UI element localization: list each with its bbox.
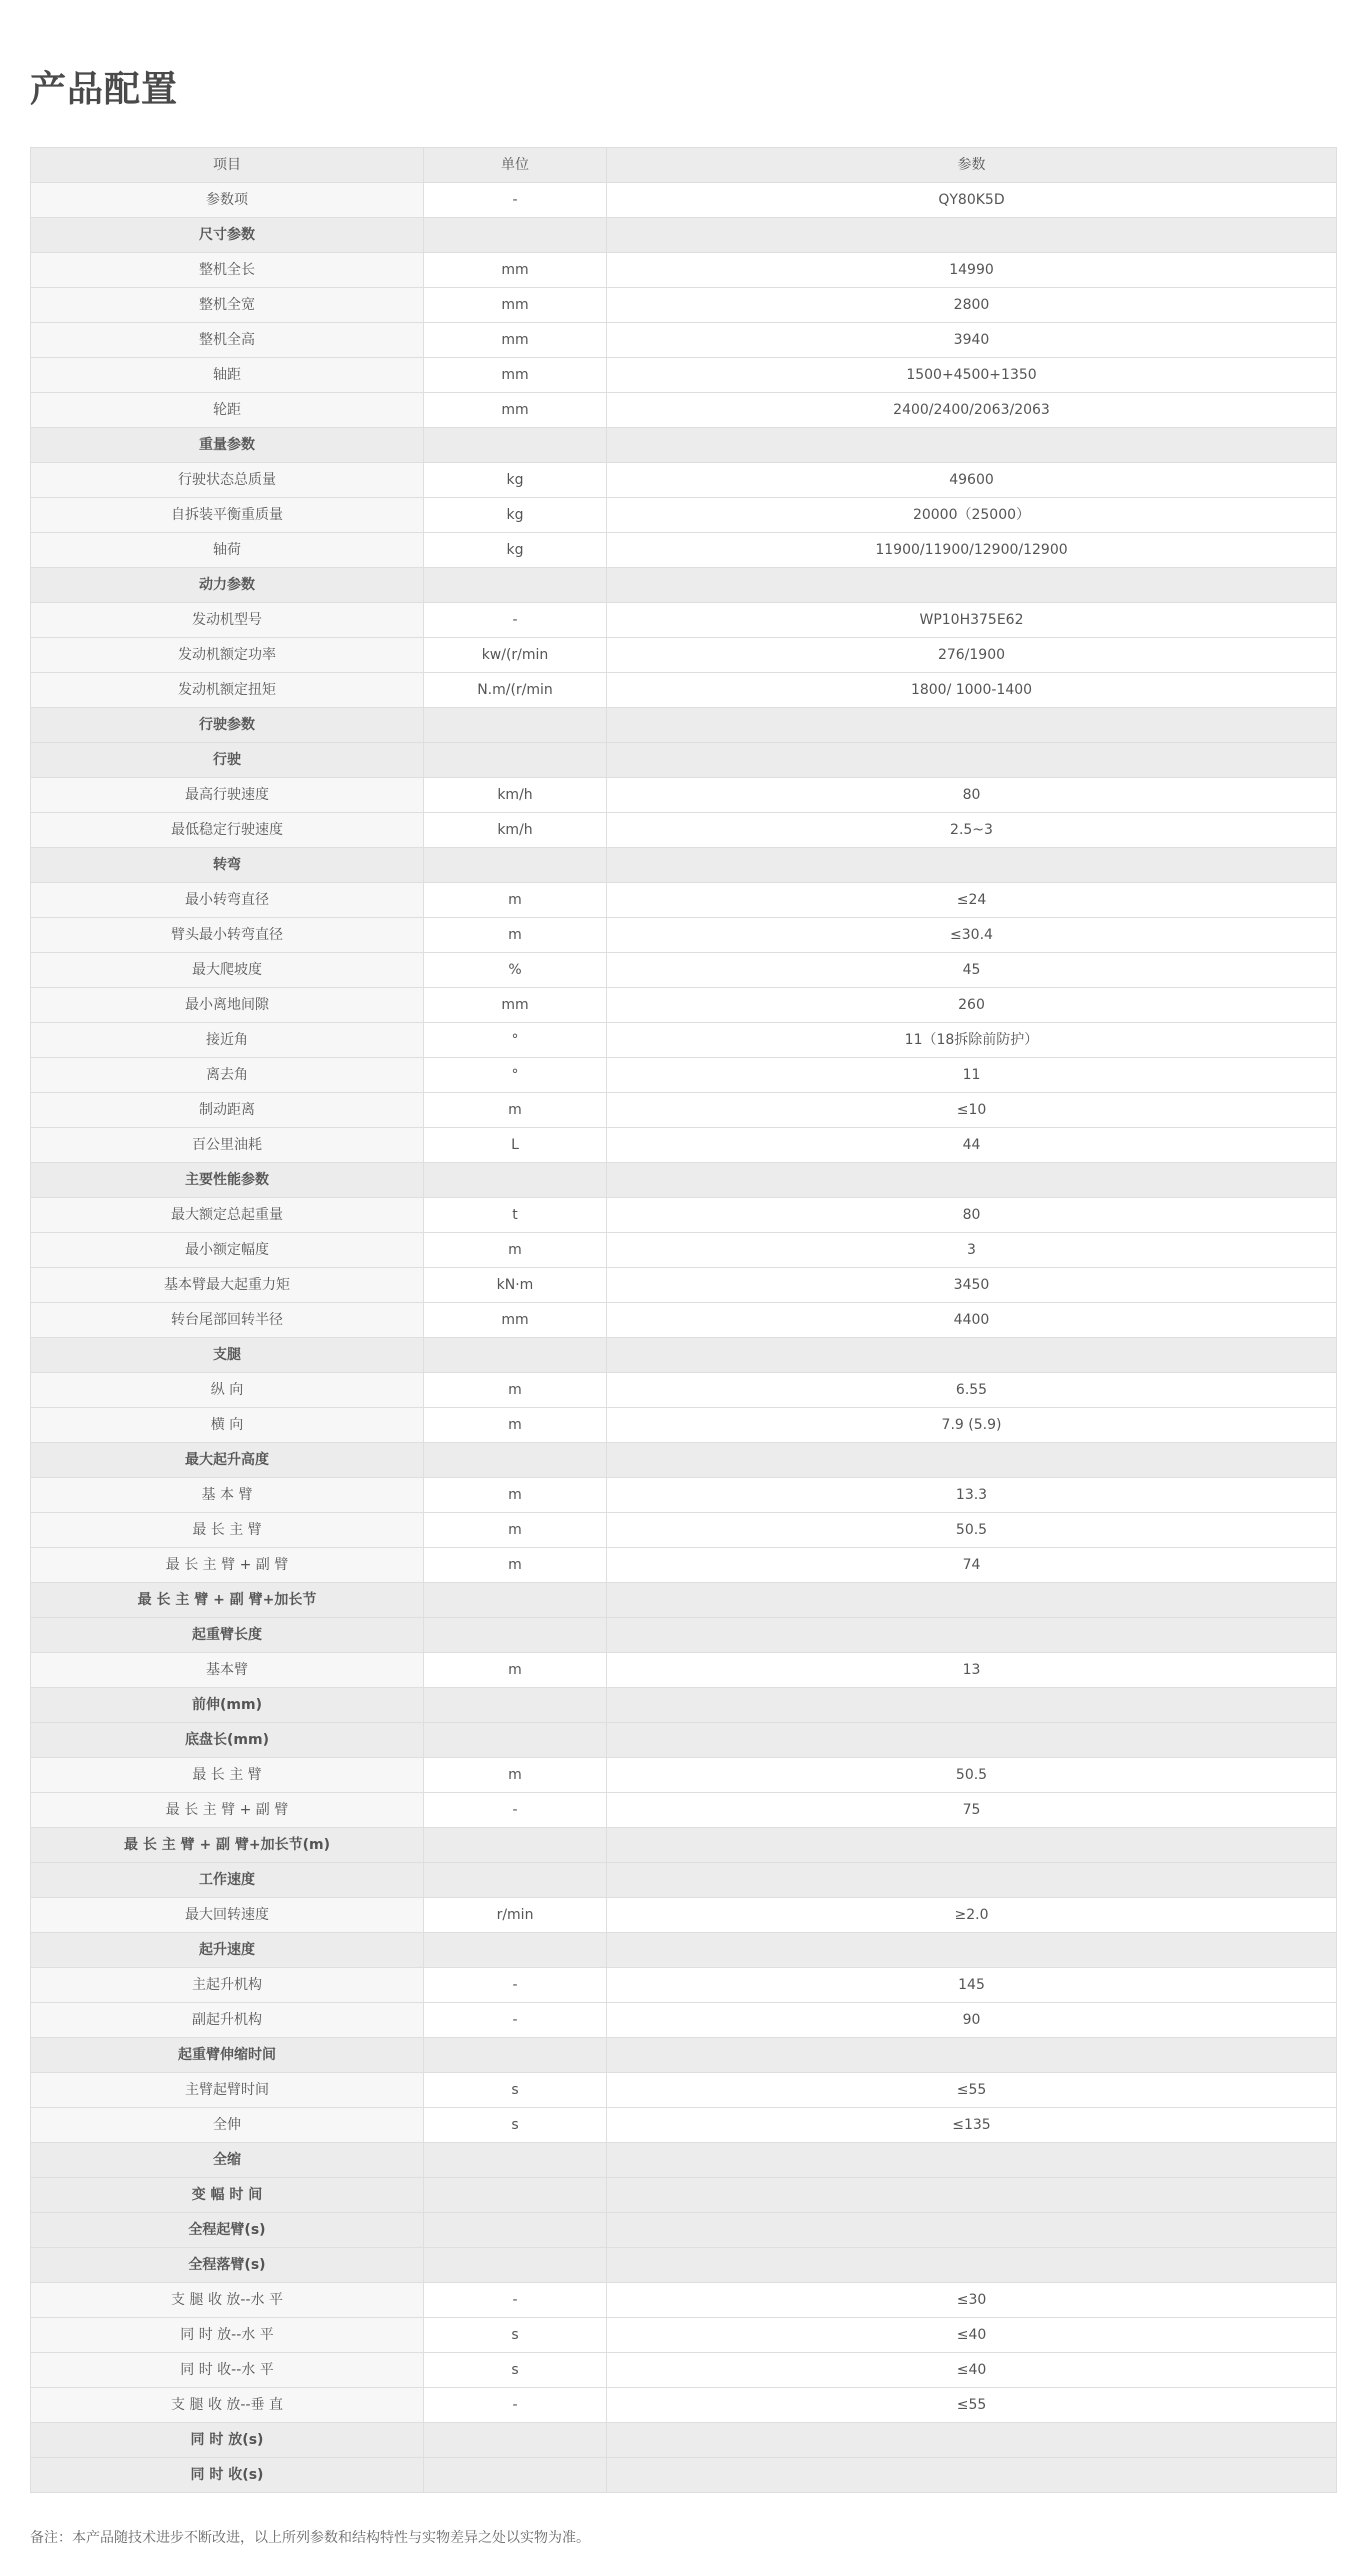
cell-unit (424, 743, 607, 778)
table-row (31, 988, 1337, 1023)
header-item: 项目 (31, 148, 424, 183)
cell-unit: m (424, 1373, 607, 1408)
cell-unit (424, 2178, 607, 2213)
cell-value: 1800/ 1000-1400 (607, 673, 1337, 708)
cell-value: 11900/11900/12900/12900 (607, 533, 1337, 568)
table-row (31, 883, 1337, 918)
cell-value: ≤40 (607, 2318, 1337, 2353)
cell-unit: km/h (424, 813, 607, 848)
cell-name: 最大额定总起重量 (31, 1198, 424, 1233)
cell-unit: - (424, 2003, 607, 2038)
cell-value (607, 1933, 1337, 1968)
table-row (31, 1548, 1337, 1583)
section-row (31, 428, 1337, 463)
cell-unit (424, 1443, 607, 1478)
cell-unit: - (424, 1968, 607, 2003)
cell-unit: - (424, 2388, 607, 2423)
cell-name: 转弯 (31, 848, 424, 883)
cell-value: 3940 (607, 323, 1337, 358)
cell-unit (424, 1163, 607, 1198)
cell-unit: m (424, 1408, 607, 1443)
cell-value: 2800 (607, 288, 1337, 323)
table-row (31, 1793, 1337, 1828)
cell-value: ≤55 (607, 2073, 1337, 2108)
cell-unit (424, 2248, 607, 2283)
cell-value: 260 (607, 988, 1337, 1023)
table-row (31, 1023, 1337, 1058)
cell-name: 全程起臂(s) (31, 2213, 424, 2248)
cell-unit: % (424, 953, 607, 988)
cell-value: 80 (607, 1198, 1337, 1233)
cell-name: 发动机额定扭矩 (31, 673, 424, 708)
cell-unit: s (424, 2073, 607, 2108)
table-row (31, 1898, 1337, 1933)
cell-unit: km/h (424, 778, 607, 813)
table-row (31, 1968, 1337, 2003)
cell-name: 最大起升高度 (31, 1443, 424, 1478)
page-title: 产品配置 (30, 69, 179, 110)
cell-unit (424, 1688, 607, 1723)
cell-unit: m (424, 1093, 607, 1128)
cell-unit: N.m/(r/min (424, 673, 607, 708)
cell-value: 20000（25000） (607, 498, 1337, 533)
cell-name: 前伸(mm) (31, 1688, 424, 1723)
table-row (31, 358, 1337, 393)
cell-value: ≤30 (607, 2283, 1337, 2318)
cell-value (607, 2178, 1337, 2213)
cell-name: 同 时 放--水 平 (31, 2318, 424, 2353)
cell-value (607, 1863, 1337, 1898)
cell-value: ≤55 (607, 2388, 1337, 2423)
cell-unit: mm (424, 323, 607, 358)
cell-name: 参数项 (31, 183, 424, 218)
table-row (31, 498, 1337, 533)
cell-unit: m (424, 883, 607, 918)
section-row (31, 2178, 1337, 2213)
table-row (31, 1513, 1337, 1548)
cell-value: ≤135 (607, 2108, 1337, 2143)
cell-unit: kN·m (424, 1268, 607, 1303)
cell-unit: m (424, 1233, 607, 1268)
section-row (31, 848, 1337, 883)
cell-value (607, 848, 1337, 883)
cell-name: 轮距 (31, 393, 424, 428)
cell-value: ≤24 (607, 883, 1337, 918)
cell-value: 74 (607, 1548, 1337, 1583)
cell-value (607, 743, 1337, 778)
cell-name: 全缩 (31, 2143, 424, 2178)
cell-name: 发动机型号 (31, 603, 424, 638)
cell-name: 臂头最小转弯直径 (31, 918, 424, 953)
section-row (31, 1828, 1337, 1863)
cell-value (607, 1163, 1337, 1198)
cell-name: 副起升机构 (31, 2003, 424, 2038)
cell-unit (424, 1933, 607, 1968)
table-row (31, 603, 1337, 638)
cell-name: 制动距离 (31, 1093, 424, 1128)
section-row (31, 1443, 1337, 1478)
cell-unit (424, 218, 607, 253)
cell-value: 45 (607, 953, 1337, 988)
table-row (31, 953, 1337, 988)
cell-name: 同 时 收--水 平 (31, 2353, 424, 2388)
table-row (31, 1233, 1337, 1268)
cell-name: 最 长 主 臂 (31, 1758, 424, 1793)
cell-unit: - (424, 2283, 607, 2318)
table-row (31, 288, 1337, 323)
cell-name: 重量参数 (31, 428, 424, 463)
cell-name: 整机全宽 (31, 288, 424, 323)
cell-unit (424, 1338, 607, 1373)
cell-value: WP10H375E62 (607, 603, 1337, 638)
cell-value: 90 (607, 2003, 1337, 2038)
cell-value: 14990 (607, 253, 1337, 288)
cell-value: 276/1900 (607, 638, 1337, 673)
table-row (31, 2388, 1337, 2423)
section-row (31, 1688, 1337, 1723)
section-row (31, 2213, 1337, 2248)
table-row (31, 778, 1337, 813)
cell-value: 50.5 (607, 1758, 1337, 1793)
cell-name: 同 时 放(s) (31, 2423, 424, 2458)
cell-unit (424, 2458, 607, 2493)
table-row (31, 2073, 1337, 2108)
table-row (31, 1093, 1337, 1128)
cell-value (607, 1583, 1337, 1618)
cell-value: 11（18拆除前防护） (607, 1023, 1337, 1058)
cell-value (607, 218, 1337, 253)
cell-name: 支腿 (31, 1338, 424, 1373)
cell-unit (424, 2213, 607, 2248)
cell-name: 起重臂伸缩时间 (31, 2038, 424, 2073)
section-row (31, 218, 1337, 253)
cell-unit: s (424, 2108, 607, 2143)
table-row (31, 2283, 1337, 2318)
cell-name: 尺寸参数 (31, 218, 424, 253)
section-row (31, 743, 1337, 778)
cell-name: 最小额定幅度 (31, 1233, 424, 1268)
section-row (31, 2458, 1337, 2493)
cell-unit: kg (424, 463, 607, 498)
table-row (31, 1268, 1337, 1303)
cell-unit: kw/(r/min (424, 638, 607, 673)
cell-value (607, 2038, 1337, 2073)
cell-value: 50.5 (607, 1513, 1337, 1548)
cell-unit (424, 2423, 607, 2458)
table-row (31, 2003, 1337, 2038)
section-row (31, 2038, 1337, 2073)
cell-name: 起重臂长度 (31, 1618, 424, 1653)
cell-name: 变 幅 时 间 (31, 2178, 424, 2213)
table-row (31, 253, 1337, 288)
cell-value (607, 1688, 1337, 1723)
table-row (31, 2353, 1337, 2388)
spec-table-body (31, 183, 1337, 2493)
table-row (31, 1303, 1337, 1338)
cell-unit: m (424, 1548, 607, 1583)
cell-name: 基 本 臂 (31, 1478, 424, 1513)
cell-unit: mm (424, 1303, 607, 1338)
cell-unit: - (424, 603, 607, 638)
section-row (31, 708, 1337, 743)
table-row (31, 2318, 1337, 2353)
table-row (31, 1758, 1337, 1793)
section-row (31, 1723, 1337, 1758)
cell-name: 横 向 (31, 1408, 424, 1443)
cell-unit: ° (424, 1023, 607, 1058)
cell-name: 百公里油耗 (31, 1128, 424, 1163)
cell-unit: - (424, 1793, 607, 1828)
cell-unit: s (424, 2318, 607, 2353)
cell-value (607, 2143, 1337, 2178)
cell-value: 4400 (607, 1303, 1337, 1338)
cell-value (607, 428, 1337, 463)
table-row (31, 1373, 1337, 1408)
cell-unit: mm (424, 988, 607, 1023)
cell-name: 最高行驶速度 (31, 778, 424, 813)
cell-unit: kg (424, 533, 607, 568)
cell-unit: mm (424, 393, 607, 428)
cell-value: 145 (607, 1968, 1337, 2003)
cell-name: 最低稳定行驶速度 (31, 813, 424, 848)
cell-unit: m (424, 1653, 607, 1688)
cell-unit (424, 1828, 607, 1863)
cell-value: ≤10 (607, 1093, 1337, 1128)
section-row (31, 2143, 1337, 2178)
cell-value (607, 1723, 1337, 1758)
cell-unit: L (424, 1128, 607, 1163)
table-header-row (31, 148, 1337, 183)
cell-name: 工作速度 (31, 1863, 424, 1898)
cell-unit (424, 1863, 607, 1898)
cell-unit: t (424, 1198, 607, 1233)
cell-value (607, 1443, 1337, 1478)
cell-unit: m (424, 1513, 607, 1548)
cell-value: 13 (607, 1653, 1337, 1688)
table-row (31, 463, 1337, 498)
cell-name: 转台尾部回转半径 (31, 1303, 424, 1338)
cell-value (607, 568, 1337, 603)
cell-name: 同 时 收(s) (31, 2458, 424, 2493)
cell-value: QY80K5D (607, 183, 1337, 218)
cell-unit: mm (424, 288, 607, 323)
cell-name: 支 腿 收 放--垂 直 (31, 2388, 424, 2423)
cell-unit: s (424, 2353, 607, 2388)
header-value: 参数 (607, 148, 1337, 183)
cell-name: 动力参数 (31, 568, 424, 603)
cell-value: 2.5~3 (607, 813, 1337, 848)
table-row (31, 393, 1337, 428)
cell-unit: kg (424, 498, 607, 533)
cell-value (607, 2423, 1337, 2458)
cell-name: 行驶 (31, 743, 424, 778)
cell-name: 主要性能参数 (31, 1163, 424, 1198)
cell-name: 最 长 主 臂 + 副 臂+加长节(m) (31, 1828, 424, 1863)
cell-name: 整机全长 (31, 253, 424, 288)
cell-value (607, 2458, 1337, 2493)
table-row (31, 1058, 1337, 1093)
cell-unit: mm (424, 253, 607, 288)
cell-unit: m (424, 1758, 607, 1793)
cell-value (607, 2248, 1337, 2283)
table-row (31, 323, 1337, 358)
cell-name: 离去角 (31, 1058, 424, 1093)
cell-value (607, 1338, 1337, 1373)
cell-name: 最小转弯直径 (31, 883, 424, 918)
cell-unit: ° (424, 1058, 607, 1093)
cell-unit (424, 428, 607, 463)
cell-name: 基本臂 (31, 1653, 424, 1688)
cell-value: 49600 (607, 463, 1337, 498)
cell-unit: mm (424, 358, 607, 393)
cell-name: 主起升机构 (31, 1968, 424, 2003)
table-row (31, 813, 1337, 848)
cell-unit (424, 708, 607, 743)
cell-name: 最 长 主 臂 + 副 臂+加长节 (31, 1583, 424, 1618)
cell-name: 最大回转速度 (31, 1898, 424, 1933)
cell-name: 全程落臂(s) (31, 2248, 424, 2283)
cell-value (607, 2213, 1337, 2248)
cell-unit (424, 1618, 607, 1653)
cell-unit: m (424, 918, 607, 953)
cell-value: 75 (607, 1793, 1337, 1828)
cell-value: 11 (607, 1058, 1337, 1093)
cell-value: 13.3 (607, 1478, 1337, 1513)
cell-name: 支 腿 收 放--水 平 (31, 2283, 424, 2318)
cell-name: 整机全高 (31, 323, 424, 358)
cell-unit: - (424, 183, 607, 218)
section-row (31, 2423, 1337, 2458)
cell-unit: r/min (424, 1898, 607, 1933)
cell-value: 2400/2400/2063/2063 (607, 393, 1337, 428)
cell-name: 底盘长(mm) (31, 1723, 424, 1758)
cell-value: 3450 (607, 1268, 1337, 1303)
cell-name: 起升速度 (31, 1933, 424, 1968)
cell-name: 行驶状态总质量 (31, 463, 424, 498)
table-row (31, 1478, 1337, 1513)
cell-unit (424, 1723, 607, 1758)
table-row (31, 1408, 1337, 1443)
table-row (31, 918, 1337, 953)
cell-name: 最小离地间隙 (31, 988, 424, 1023)
table-row (31, 533, 1337, 568)
section-row (31, 2248, 1337, 2283)
section-row (31, 568, 1337, 603)
cell-value: ≤30.4 (607, 918, 1337, 953)
cell-name: 轴距 (31, 358, 424, 393)
cell-value (607, 1618, 1337, 1653)
cell-unit (424, 848, 607, 883)
table-row (31, 1128, 1337, 1163)
spec-table (30, 147, 1337, 2493)
table-row (31, 673, 1337, 708)
cell-name: 自拆装平衡重质量 (31, 498, 424, 533)
cell-unit (424, 2038, 607, 2073)
table-row (31, 1653, 1337, 1688)
cell-value: 44 (607, 1128, 1337, 1163)
table-row (31, 638, 1337, 673)
table-row (31, 183, 1337, 218)
cell-value: 7.9 (5.9) (607, 1408, 1337, 1443)
cell-unit (424, 568, 607, 603)
cell-value: 80 (607, 778, 1337, 813)
section-row (31, 1863, 1337, 1898)
cell-name: 发动机额定功率 (31, 638, 424, 673)
cell-name: 主臂起臂时间 (31, 2073, 424, 2108)
footnote: 备注：本产品随技术进步不断改进，以上所列参数和结构特性与实物差异之处以实物为准。 (30, 2530, 590, 2546)
cell-unit (424, 1583, 607, 1618)
section-row (31, 1933, 1337, 1968)
cell-name: 最大爬坡度 (31, 953, 424, 988)
header-unit: 单位 (424, 148, 607, 183)
cell-value (607, 708, 1337, 743)
cell-name: 纵 向 (31, 1373, 424, 1408)
cell-name: 接近角 (31, 1023, 424, 1058)
cell-value: ≥2.0 (607, 1898, 1337, 1933)
cell-value: 6.55 (607, 1373, 1337, 1408)
cell-name: 最 长 主 臂 + 副 臂 (31, 1793, 424, 1828)
cell-name: 行驶参数 (31, 708, 424, 743)
cell-name: 全伸 (31, 2108, 424, 2143)
section-row (31, 1163, 1337, 1198)
section-row (31, 1618, 1337, 1653)
cell-name: 最 长 主 臂 + 副 臂 (31, 1548, 424, 1583)
cell-value: ≤40 (607, 2353, 1337, 2388)
cell-unit: m (424, 1478, 607, 1513)
cell-value (607, 1828, 1337, 1863)
cell-name: 最 长 主 臂 (31, 1513, 424, 1548)
section-row (31, 1583, 1337, 1618)
section-row (31, 1338, 1337, 1373)
table-row (31, 1198, 1337, 1233)
cell-name: 轴荷 (31, 533, 424, 568)
cell-value: 3 (607, 1233, 1337, 1268)
cell-value: 1500+4500+1350 (607, 358, 1337, 393)
cell-unit (424, 2143, 607, 2178)
table-row (31, 2108, 1337, 2143)
cell-name: 基本臂最大起重力矩 (31, 1268, 424, 1303)
